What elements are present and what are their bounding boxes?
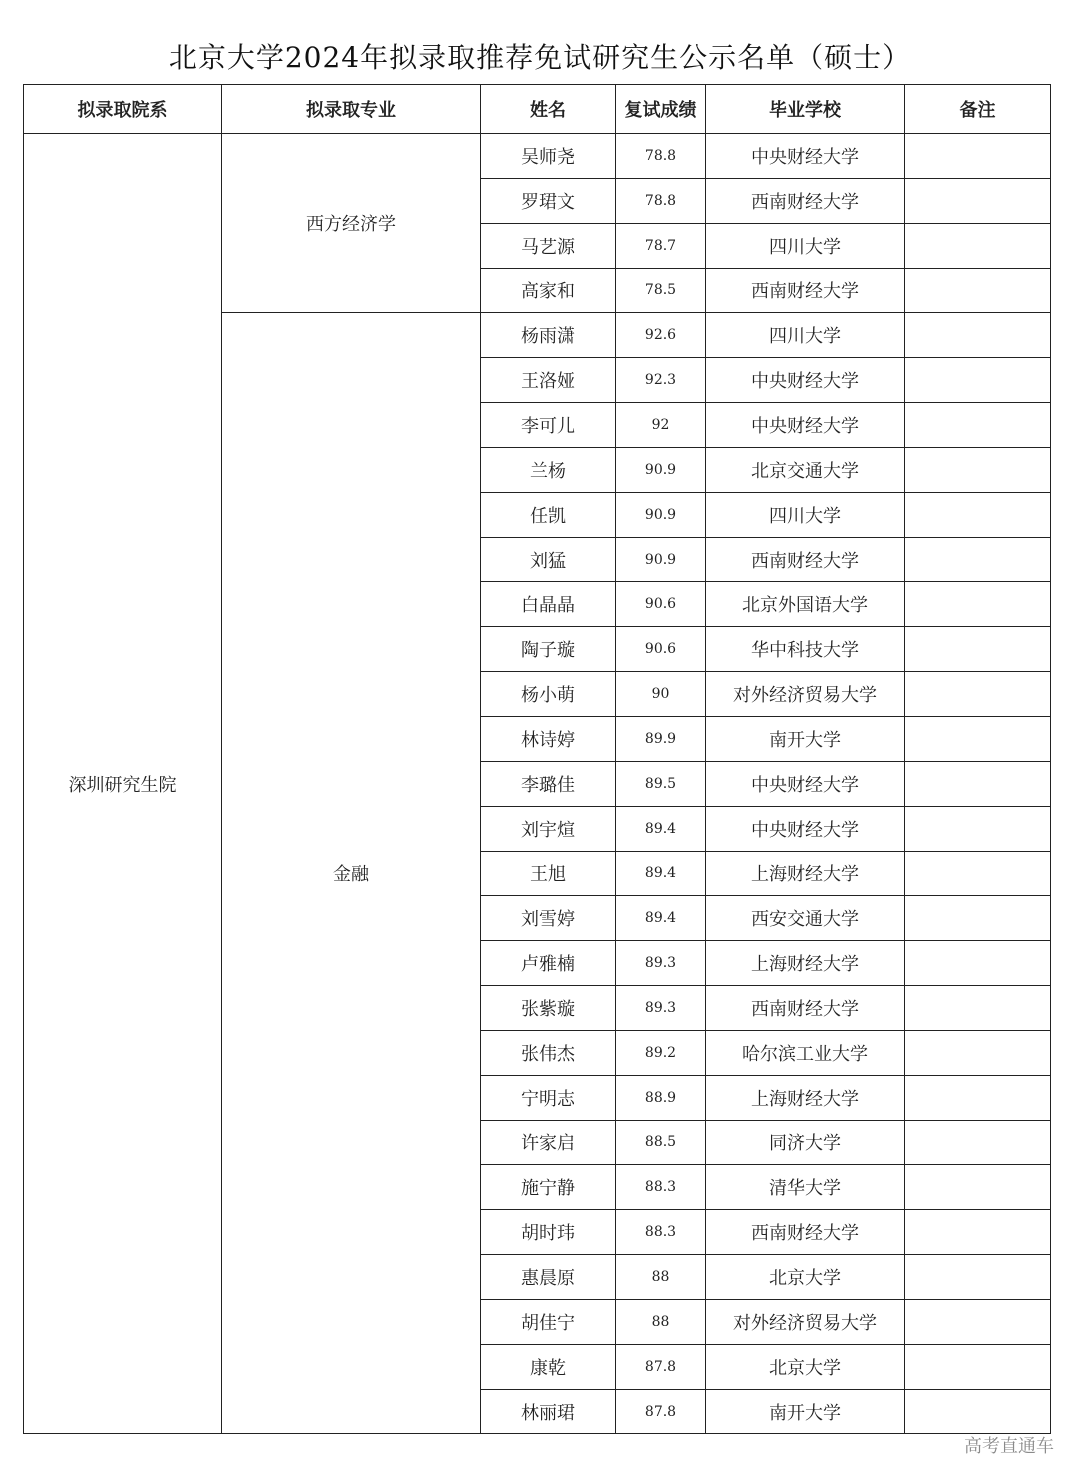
school-cell: 西南财经大学	[706, 268, 905, 313]
note-cell	[905, 1165, 1051, 1210]
note-cell	[905, 851, 1051, 896]
note-cell	[905, 1255, 1051, 1300]
school-cell: 西南财经大学	[706, 1210, 905, 1255]
student-name-cell: 李可儿	[481, 403, 616, 448]
student-name-cell: 杨雨潇	[481, 313, 616, 358]
note-cell	[905, 1120, 1051, 1165]
score-cell: 92.6	[616, 313, 706, 358]
page-title: 北京大学2024年拟录取推荐免试研究生公示名单（硕士）	[168, 41, 912, 74]
school-cell: 上海财经大学	[706, 941, 905, 986]
score-cell: 90.6	[616, 627, 706, 672]
major-cell: 西方经济学	[222, 134, 481, 313]
school-cell: 哈尔滨工业大学	[706, 1030, 905, 1075]
note-cell	[905, 1299, 1051, 1344]
note-cell	[905, 896, 1051, 941]
score-cell: 89.2	[616, 1030, 706, 1075]
school-cell: 西南财经大学	[706, 178, 905, 223]
school-cell: 对外经济贸易大学	[706, 672, 905, 717]
student-name-cell: 林丽珺	[481, 1389, 616, 1434]
student-name-cell: 刘猛	[481, 537, 616, 582]
student-name-cell: 许家启	[481, 1120, 616, 1165]
score-cell: 89.3	[616, 941, 706, 986]
school-cell: 同济大学	[706, 1120, 905, 1165]
score-cell: 78.8	[616, 178, 706, 223]
student-name-cell: 兰杨	[481, 447, 616, 492]
student-name-cell: 刘雪婷	[481, 896, 616, 941]
score-cell: 89.4	[616, 851, 706, 896]
note-cell	[905, 627, 1051, 672]
note-cell	[905, 1075, 1051, 1120]
department-cell: 深圳研究生院	[24, 134, 222, 1434]
student-name-cell: 康乾	[481, 1344, 616, 1389]
student-name-cell: 杨小萌	[481, 672, 616, 717]
student-name-cell: 张紫璇	[481, 986, 616, 1031]
school-cell: 南开大学	[706, 716, 905, 761]
score-cell: 88.9	[616, 1075, 706, 1120]
student-name-cell: 任凯	[481, 492, 616, 537]
school-cell: 南开大学	[706, 1389, 905, 1434]
note-cell	[905, 537, 1051, 582]
score-cell: 88.5	[616, 1120, 706, 1165]
note-cell	[905, 716, 1051, 761]
score-cell: 89.9	[616, 716, 706, 761]
school-cell: 北京大学	[706, 1255, 905, 1300]
school-cell: 中央财经大学	[706, 806, 905, 851]
school-cell: 四川大学	[706, 492, 905, 537]
student-name-cell: 马艺源	[481, 223, 616, 268]
school-cell: 中央财经大学	[706, 761, 905, 806]
note-cell	[905, 761, 1051, 806]
score-cell: 90.9	[616, 492, 706, 537]
school-cell: 中央财经大学	[706, 134, 905, 179]
header-school: 毕业学校	[706, 85, 905, 134]
score-cell: 87.8	[616, 1389, 706, 1434]
student-name-cell: 吴师尧	[481, 134, 616, 179]
school-cell: 四川大学	[706, 223, 905, 268]
student-name-cell: 刘宇煊	[481, 806, 616, 851]
score-cell: 88.3	[616, 1165, 706, 1210]
student-name-cell: 王旭	[481, 851, 616, 896]
note-cell	[905, 313, 1051, 358]
school-cell: 对外经济贸易大学	[706, 1299, 905, 1344]
note-cell	[905, 986, 1051, 1031]
note-cell	[905, 223, 1051, 268]
score-cell: 90.9	[616, 537, 706, 582]
school-cell: 北京大学	[706, 1344, 905, 1389]
score-cell: 88.3	[616, 1210, 706, 1255]
score-cell: 92.3	[616, 358, 706, 403]
note-cell	[905, 268, 1051, 313]
note-cell	[905, 447, 1051, 492]
student-name-cell: 罗珺文	[481, 178, 616, 223]
header-name: 姓名	[481, 85, 616, 134]
score-cell: 78.7	[616, 223, 706, 268]
header-note: 备注	[905, 85, 1051, 134]
score-cell: 90.6	[616, 582, 706, 627]
score-cell: 89.3	[616, 986, 706, 1031]
score-cell: 89.4	[616, 896, 706, 941]
header-major: 拟录取专业	[222, 85, 481, 134]
school-cell: 华中科技大学	[706, 627, 905, 672]
school-cell: 四川大学	[706, 313, 905, 358]
student-name-cell: 卢雅楠	[481, 941, 616, 986]
score-cell: 88	[616, 1255, 706, 1300]
student-name-cell: 白晶晶	[481, 582, 616, 627]
table-body	[24, 134, 1051, 1434]
admission-table	[23, 84, 1051, 1434]
school-cell: 北京外国语大学	[706, 582, 905, 627]
student-name-cell: 李璐佳	[481, 761, 616, 806]
note-cell	[905, 403, 1051, 448]
school-cell: 北京交通大学	[706, 447, 905, 492]
note-cell	[905, 941, 1051, 986]
major-cell: 金融	[222, 313, 481, 1434]
note-cell	[905, 492, 1051, 537]
note-cell	[905, 1030, 1051, 1075]
score-cell: 88	[616, 1299, 706, 1344]
student-name-cell: 胡佳宁	[481, 1299, 616, 1344]
note-cell	[905, 1210, 1051, 1255]
student-name-cell: 林诗婷	[481, 716, 616, 761]
note-cell	[905, 134, 1051, 179]
score-cell: 90	[616, 672, 706, 717]
note-cell	[905, 806, 1051, 851]
school-cell: 西南财经大学	[706, 986, 905, 1031]
student-name-cell: 张伟杰	[481, 1030, 616, 1075]
score-cell: 89.5	[616, 761, 706, 806]
student-name-cell: 陶子璇	[481, 627, 616, 672]
score-cell: 78.5	[616, 268, 706, 313]
watermark: 高考直通车	[964, 1436, 1054, 1457]
note-cell	[905, 358, 1051, 403]
score-cell: 78.8	[616, 134, 706, 179]
student-name-cell: 宁明志	[481, 1075, 616, 1120]
student-name-cell: 惠晨原	[481, 1255, 616, 1300]
school-cell: 上海财经大学	[706, 1075, 905, 1120]
student-name-cell: 王洛娅	[481, 358, 616, 403]
note-cell	[905, 582, 1051, 627]
note-cell	[905, 1344, 1051, 1389]
table-header-row	[24, 85, 1051, 134]
student-name-cell: 胡时玮	[481, 1210, 616, 1255]
header-score: 复试成绩	[616, 85, 706, 134]
note-cell	[905, 178, 1051, 223]
school-cell: 中央财经大学	[706, 403, 905, 448]
note-cell	[905, 672, 1051, 717]
score-cell: 87.8	[616, 1344, 706, 1389]
header-department: 拟录取院系	[24, 85, 222, 134]
student-name-cell: 高家和	[481, 268, 616, 313]
table-row	[24, 134, 1051, 179]
school-cell: 西南财经大学	[706, 537, 905, 582]
school-cell: 清华大学	[706, 1165, 905, 1210]
score-cell: 89.4	[616, 806, 706, 851]
note-cell	[905, 1389, 1051, 1434]
score-cell: 90.9	[616, 447, 706, 492]
school-cell: 上海财经大学	[706, 851, 905, 896]
school-cell: 中央财经大学	[706, 358, 905, 403]
score-cell: 92	[616, 403, 706, 448]
student-name-cell: 施宁静	[481, 1165, 616, 1210]
school-cell: 西安交通大学	[706, 896, 905, 941]
